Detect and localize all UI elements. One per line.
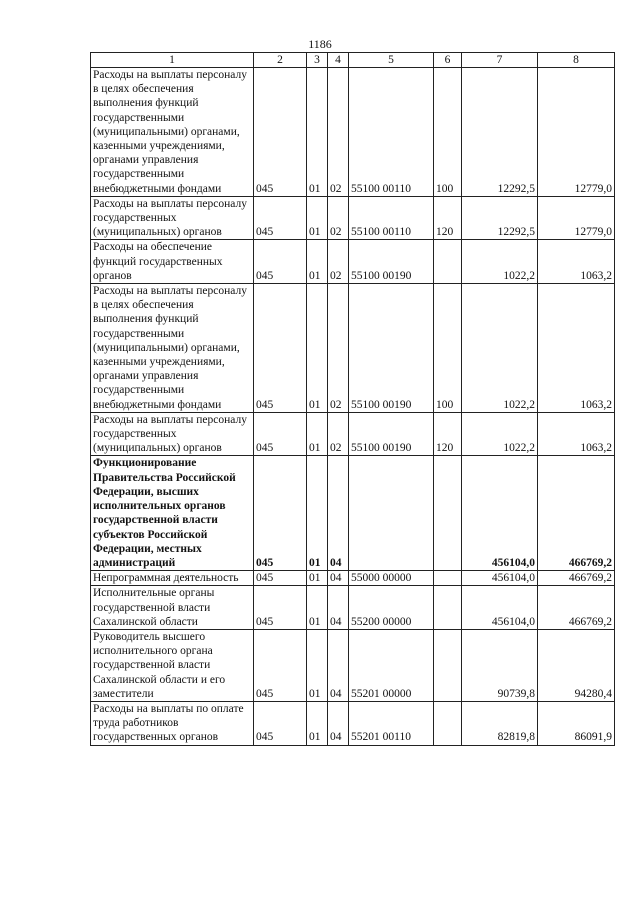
table-row	[91, 284, 615, 413]
section-cell: 01	[307, 412, 328, 456]
table-row	[91, 701, 615, 745]
amount-year1-cell: 1022,2	[462, 412, 538, 456]
column-header: 1	[91, 53, 254, 68]
expense-type-cell: 120	[434, 412, 462, 456]
amount-year2-cell: 94280,4	[538, 629, 615, 701]
amount-year1-cell: 456104,0	[462, 571, 538, 586]
table-row	[91, 586, 615, 630]
section-cell: 01	[307, 456, 328, 571]
amount-year2-cell: 12779,0	[538, 68, 615, 197]
section-cell: 01	[307, 196, 328, 240]
admin-code-cell: 045	[254, 701, 307, 745]
subsection-cell: 04	[328, 629, 349, 701]
table-row	[91, 412, 615, 456]
row-name-cell: Исполнительные органы государственной власти Сахалинской области	[91, 586, 254, 630]
row-name-cell: Расходы на обеспечение функций государственных органов	[91, 240, 254, 284]
row-name-cell: Руководитель высшего исполнительного органа государственной власти Сахалинской области и его заместители	[91, 629, 254, 701]
column-header: 2	[254, 53, 307, 68]
subsection-cell: 02	[328, 240, 349, 284]
target-article-cell: 55100 00110	[349, 68, 434, 197]
table-row	[91, 571, 615, 586]
target-article-cell: 55000 00000	[349, 571, 434, 586]
subsection-cell: 04	[328, 571, 349, 586]
section-cell: 01	[307, 240, 328, 284]
subsection-cell: 04	[328, 586, 349, 630]
amount-year2-cell: 466769,2	[538, 571, 615, 586]
subsection-cell: 02	[328, 68, 349, 197]
table-row	[91, 629, 615, 701]
target-article-cell: 55100 00110	[349, 196, 434, 240]
admin-code-cell: 045	[254, 284, 307, 413]
page-number: 1186	[308, 37, 332, 51]
target-article-cell: 55100 00190	[349, 284, 434, 413]
target-article-cell: 55201 00110	[349, 701, 434, 745]
target-article-cell	[349, 456, 434, 571]
amount-year2-cell: 12779,0	[538, 196, 615, 240]
amount-year1-cell: 90739,8	[462, 629, 538, 701]
row-name-cell: Расходы на выплаты персоналу в целях обеспечения выполнения функций государственными (муниципальными) органами, казенными учреждениями, органами управления государственными внебюджетными фондами	[91, 68, 254, 197]
column-header: 4	[328, 53, 349, 68]
amount-year1-cell: 12292,5	[462, 196, 538, 240]
subsection-cell: 02	[328, 412, 349, 456]
admin-code-cell: 045	[254, 412, 307, 456]
expense-type-cell: 100	[434, 284, 462, 413]
table-row	[91, 240, 615, 284]
expense-type-cell	[434, 586, 462, 630]
expense-type-cell	[434, 240, 462, 284]
column-header: 3	[307, 53, 328, 68]
expense-type-cell	[434, 629, 462, 701]
section-cell: 01	[307, 586, 328, 630]
target-article-cell: 55100 00190	[349, 240, 434, 284]
row-name-cell: Расходы на выплаты по оплате труда работников государственных органов	[91, 701, 254, 745]
admin-code-cell: 045	[254, 240, 307, 284]
amount-year2-cell: 466769,2	[538, 586, 615, 630]
subsection-cell: 02	[328, 284, 349, 413]
amount-year1-cell: 1022,2	[462, 284, 538, 413]
admin-code-cell: 045	[254, 68, 307, 197]
expense-type-cell: 120	[434, 196, 462, 240]
amount-year1-cell: 456104,0	[462, 456, 538, 571]
expense-type-cell: 100	[434, 68, 462, 197]
amount-year1-cell: 82819,8	[462, 701, 538, 745]
header-row	[91, 53, 615, 68]
section-cell: 01	[307, 629, 328, 701]
section-cell: 01	[307, 571, 328, 586]
target-article-cell: 55200 00000	[349, 586, 434, 630]
section-cell: 01	[307, 701, 328, 745]
budget-table	[90, 52, 615, 746]
row-name-cell: Расходы на выплаты персоналу государственных (муниципальных) органов	[91, 412, 254, 456]
target-article-cell: 55201 00000	[349, 629, 434, 701]
expense-type-cell	[434, 701, 462, 745]
table-row	[91, 456, 615, 571]
row-name-cell: Непрограммная деятельность	[91, 571, 254, 586]
amount-year2-cell: 1063,2	[538, 412, 615, 456]
column-header: 7	[462, 53, 538, 68]
section-cell: 01	[307, 68, 328, 197]
admin-code-cell: 045	[254, 571, 307, 586]
subsection-cell: 04	[328, 456, 349, 571]
subsection-cell: 04	[328, 701, 349, 745]
amount-year2-cell: 1063,2	[538, 284, 615, 413]
table-row	[91, 68, 615, 197]
expense-type-cell	[434, 571, 462, 586]
amount-year1-cell: 456104,0	[462, 586, 538, 630]
amount-year1-cell: 1022,2	[462, 240, 538, 284]
admin-code-cell: 045	[254, 456, 307, 571]
subsection-cell: 02	[328, 196, 349, 240]
row-name-cell: Расходы на выплаты персоналу государственных (муниципальных) органов	[91, 196, 254, 240]
amount-year2-cell: 1063,2	[538, 240, 615, 284]
column-header: 6	[434, 53, 462, 68]
amount-year2-cell: 466769,2	[538, 456, 615, 571]
section-cell: 01	[307, 284, 328, 413]
amount-year1-cell: 12292,5	[462, 68, 538, 197]
column-header: 8	[538, 53, 615, 68]
row-name-cell: Расходы на выплаты персоналу в целях обеспечения выполнения функций государственными (муниципальными) органами, казенными учреждениями, органами управления государственными внебюджетными фондами	[91, 284, 254, 413]
expense-type-cell	[434, 456, 462, 571]
admin-code-cell: 045	[254, 629, 307, 701]
table-row	[91, 196, 615, 240]
column-header: 5	[349, 53, 434, 68]
admin-code-cell: 045	[254, 196, 307, 240]
target-article-cell: 55100 00190	[349, 412, 434, 456]
amount-year2-cell: 86091,9	[538, 701, 615, 745]
row-name-cell: Функционирование Правительства Российской Федерации, высших исполнительных органов государственной власти субъектов Российской Федерации, местных администраций	[91, 456, 254, 571]
admin-code-cell: 045	[254, 586, 307, 630]
